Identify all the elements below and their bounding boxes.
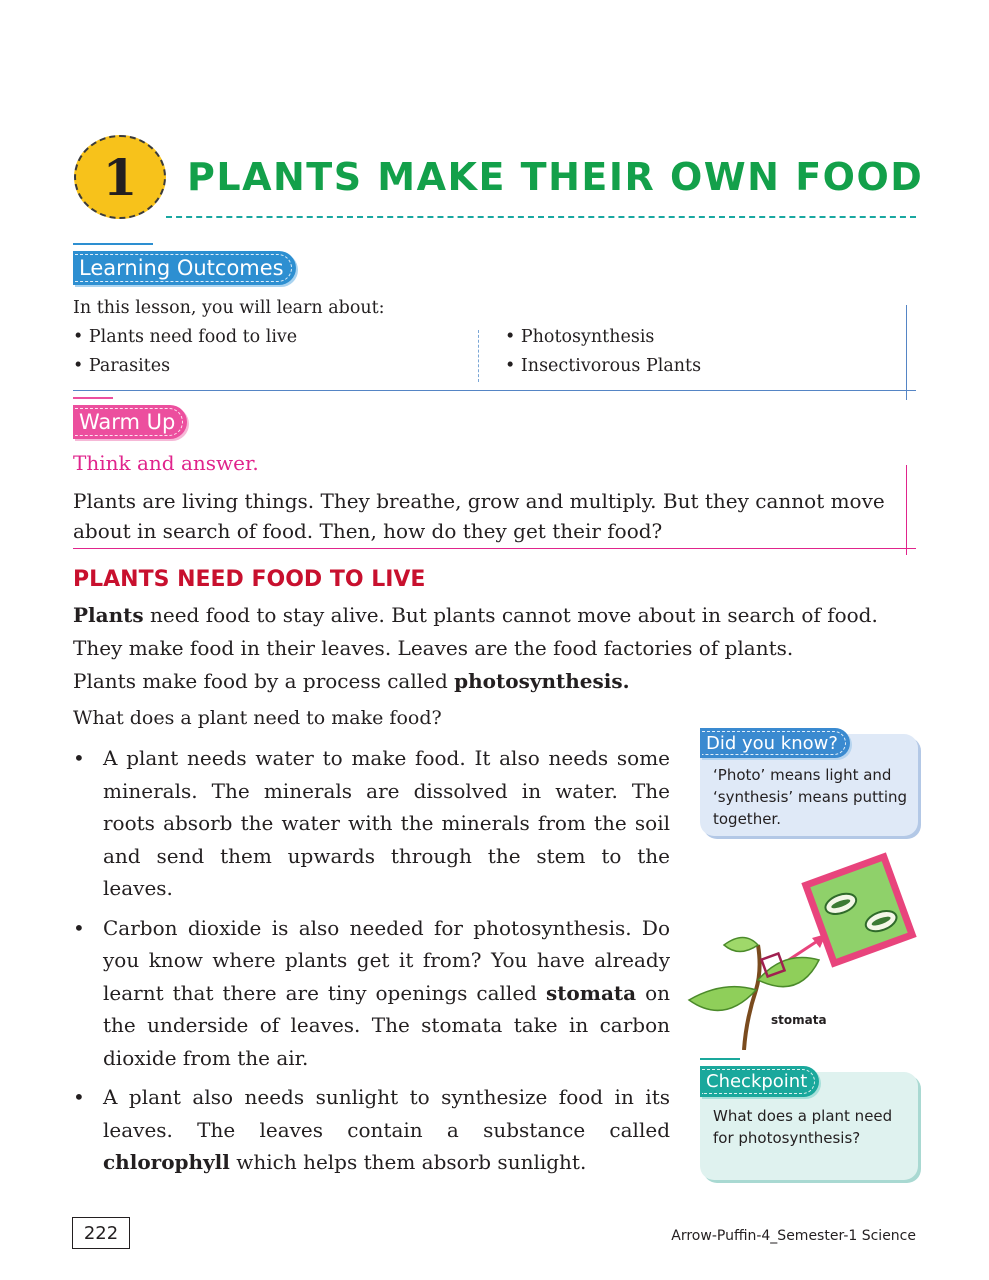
magnified-view-icon	[801, 852, 916, 967]
warm-up-text: Plants are living things. They breathe, grow and multiply. But they cannot move about in search of food. Then, how do they get their food?	[73, 489, 885, 543]
did-you-know-text: ‘Photo’ means light and ‘synthesis’ means putting together.	[713, 766, 908, 828]
paragraph-2: They make food in their leaves. Leaves are the food factories of plants.	[73, 636, 794, 660]
did-you-know-label: Did you know?	[706, 732, 838, 754]
warm-up-bottom-rule	[73, 548, 916, 549]
question-text: What does a plant need to make food?	[73, 707, 442, 729]
outcomes-frame-line	[906, 305, 907, 400]
item-text: A plant needs water to make food. It also needs some minerals. The minerals are dissolved in water. The roots absorb the water with the minerals from the soil and send them upwards through the stem to the leaves.	[103, 746, 670, 900]
checkpoint-badge	[700, 1066, 819, 1097]
outcomes-column-divider	[478, 330, 479, 382]
bold-term: photosynthesis.	[454, 669, 630, 693]
warm-up-subtitle: Think and answer.	[73, 451, 259, 475]
leaf-icon	[689, 987, 756, 1011]
warm-up-frame-line	[906, 465, 907, 555]
list-item	[73, 742, 670, 905]
paragraph-text: need food to stay alive. But plants cannot move about in search of food.	[143, 603, 878, 627]
outcome-item: • Plants need food to live	[73, 327, 298, 347]
section-heading: PLANTS NEED FOOD TO LIVE	[73, 567, 426, 592]
stomata-label: stomata	[771, 1013, 827, 1027]
list-item	[73, 912, 670, 1075]
page-number: 222	[72, 1217, 130, 1249]
did-you-know-badge	[700, 728, 850, 758]
badge-accent-line	[73, 397, 113, 399]
paragraph-text: Plants make food by a process called	[73, 669, 455, 693]
checkpoint-text: What does a plant need for photosynthesis?	[713, 1107, 893, 1147]
chapter-title: PLANTS MAKE THEIR OWN FOOD	[187, 155, 924, 199]
bold-term: Plants	[73, 603, 144, 627]
outcomes-bottom-rule	[73, 390, 916, 391]
outcome-item: • Parasites	[73, 356, 171, 376]
bold-term: chlorophyll	[103, 1150, 230, 1174]
paragraph-1	[73, 603, 878, 627]
leaf-icon	[724, 938, 758, 952]
item-text: Carbon dioxide is also needed for photosynthesis. Do you know where plants get it from? You have already learnt that there are tiny openings called	[103, 915, 670, 1005]
list-item	[73, 1081, 670, 1179]
learning-outcomes-label: Learning Outcomes	[79, 256, 284, 280]
learning-outcomes-intro: In this lesson, you will learn about:	[73, 298, 385, 318]
outcome-item: • Photosynthesis	[505, 327, 655, 347]
book-footer: Arrow-Puffin-4_Semester-1 Science	[671, 1228, 916, 1244]
item-text: which helps them absorb sunlight.	[229, 1150, 587, 1174]
outcome-item: • Insectivorous Plants	[505, 356, 702, 376]
badge-accent-line	[73, 243, 153, 245]
paragraph-3	[73, 669, 630, 693]
warm-up-label: Warm Up	[79, 410, 176, 434]
learning-outcomes-badge	[73, 251, 296, 285]
item-text: A plant also needs sunlight to synthesize food in its leaves. The leaves contain a substance called	[103, 1085, 670, 1142]
badge-accent-line	[700, 1058, 740, 1060]
needs-list	[73, 742, 670, 1186]
chapter-number-badge: 1	[74, 135, 166, 219]
bold-term: stomata	[545, 980, 637, 1005]
title-divider	[166, 216, 916, 218]
warm-up-badge	[73, 405, 187, 439]
checkpoint-label: Checkpoint	[706, 1071, 808, 1092]
item-text: on the underside of leaves. The stomata take in carbon dioxide from the air.	[103, 980, 670, 1070]
